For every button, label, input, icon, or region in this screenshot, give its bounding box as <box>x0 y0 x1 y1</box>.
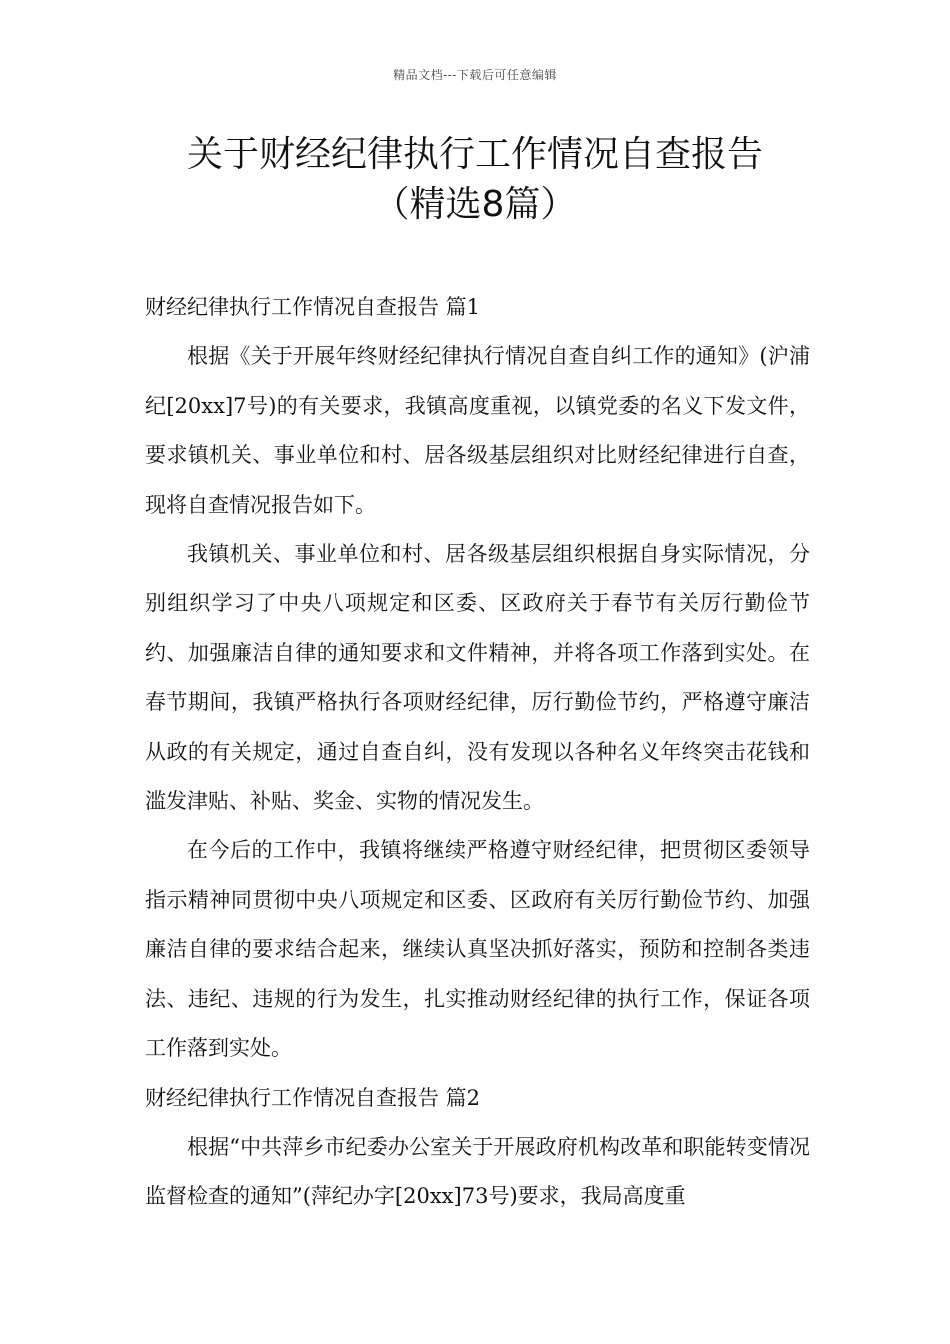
title-line-2: （精选8篇） <box>373 184 577 225</box>
section-heading-1: 财经纪律执行工作情况自查报告 篇1 <box>145 295 481 319</box>
paragraph: 根据“中共萍乡市纪委办公室关于开展政府机构改革和职能转变情况监督检查的通知”(萍纪办字[20xx]73号)要求，我局高度重 <box>145 1134 810 1209</box>
paragraph: 我镇机关、事业单位和村、居各级基层组织根据自身实际情况，分别组织学习了中央八项规定和区委、区政府关于春节有关厉行勤俭节约、加强廉洁自律的通知要求和文件精神，并将各项工作落到实处。在春节期间，我镇严格执行各项财经纪律，厉行勤俭节约，严格遵守廉洁从政的有关规定，通过自查自纠，没有发现以各种名义年终突击花钱和滥发津贴、补贴、奖金、实物的情况发生。 <box>145 542 810 814</box>
header-note: 精品文档---下载后可任意编辑 <box>393 68 557 82</box>
document-body <box>145 283 810 1222</box>
paragraph: 根据《关于开展年终财经纪律执行情况自查自纠工作的通知》(沪浦纪[20xx]7号)的有关要求，我镇高度重视，以镇党委的名义下发文件，要求镇机关、事业单位和村、居各级基层组织对比财经纪律进行自查，现将自查情况报告如下。 <box>145 344 810 517</box>
paragraph: 在今后的工作中，我镇将继续严格遵守财经纪律，把贯彻区委领导指示精神同贯彻中央八项规定和区委、区政府有关厉行勤俭节约、加强廉洁自律的要求结合起来，继续认真坚决抓好落实，预防和控制各类违法、违纪、违规的行为发生，扎实推动财经纪律的执行工作，保证各项工作落到实处。 <box>145 838 810 1061</box>
section-heading-2: 财经纪律执行工作情况自查报告 篇2 <box>145 1085 481 1110</box>
document-title <box>0 130 950 230</box>
title-line-1: 关于财经纪律执行工作情况自查报告 <box>186 134 763 175</box>
